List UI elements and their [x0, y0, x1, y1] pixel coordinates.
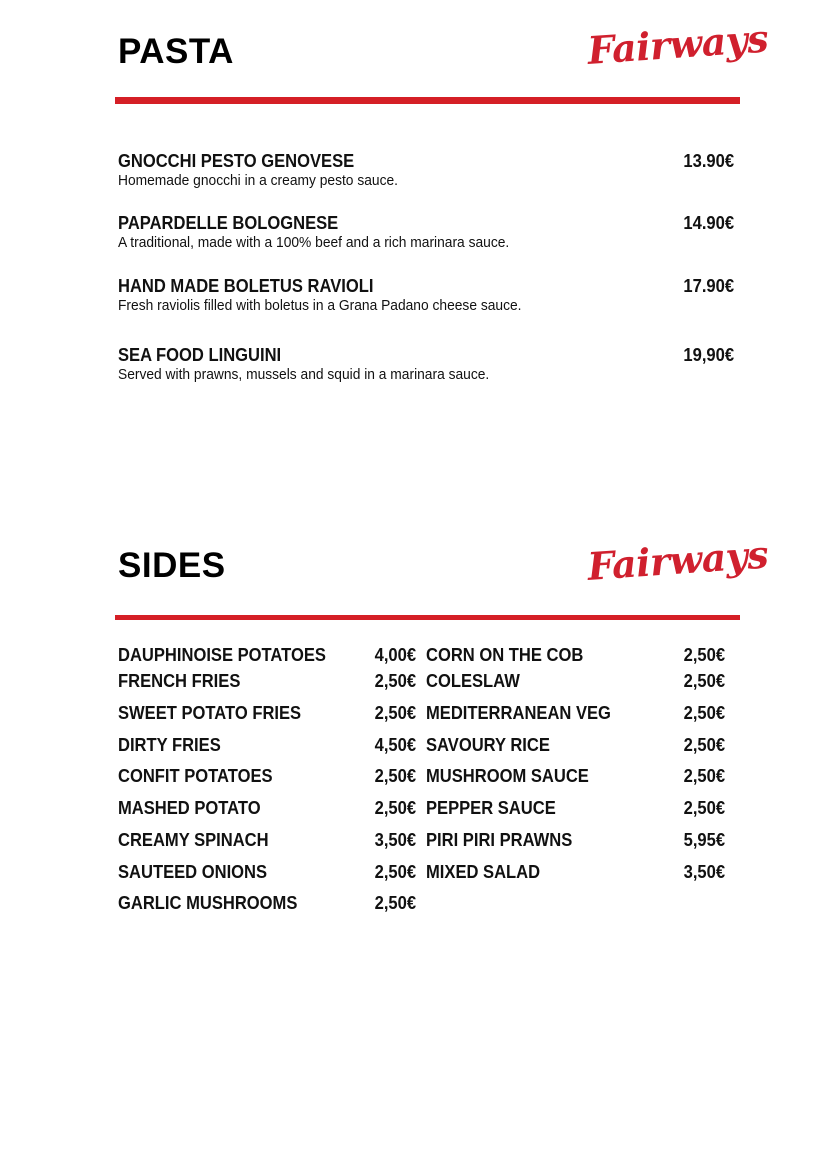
sides-title: SIDES	[118, 546, 226, 585]
side-price: 2,50€	[374, 862, 416, 882]
side-name: GARLIC MUSHROOMS	[118, 893, 298, 913]
side-name: MEDITERRANEAN VEG	[426, 703, 611, 723]
side-price: 2,50€	[683, 671, 725, 691]
dish-price: 14.90€	[683, 213, 734, 233]
side-name: MUSHROOM SAUCE	[426, 766, 589, 786]
side-price: 2,50€	[683, 645, 725, 665]
dish-description: A traditional, made with a 100% beef and a rich marinara sauce.	[118, 234, 510, 251]
dish-name: SEA FOOD LINGUINI	[118, 345, 282, 365]
side-price: 5,95€	[683, 830, 725, 850]
side-price: 2,50€	[374, 671, 416, 691]
dish-name: PAPARDELLE BOLOGNESE	[118, 213, 339, 233]
side-name: CONFIT POTATOES	[118, 766, 273, 786]
side-price: 4,00€	[374, 645, 416, 665]
fairways-logo: Fairways	[586, 531, 770, 589]
dish-price: 13.90€	[683, 151, 734, 171]
side-name: SAVOURY RICE	[426, 735, 550, 755]
side-name: DAUPHINOISE POTATOES	[118, 645, 326, 665]
dish-price: 17.90€	[683, 276, 734, 296]
side-price: 2,50€	[374, 798, 416, 818]
dish-description: Homemade gnocchi in a creamy pesto sauce.	[118, 172, 398, 189]
side-price: 2,50€	[374, 766, 416, 786]
side-price: 2,50€	[683, 766, 725, 786]
dish-description: Fresh raviolis filled with boletus in a Grana Padano cheese sauce.	[118, 297, 522, 314]
side-name: PIRI PIRI PRAWNS	[426, 830, 573, 850]
side-price: 2,50€	[683, 703, 725, 723]
side-name: COLESLAW	[426, 671, 520, 691]
side-name: MASHED POTATO	[118, 798, 261, 818]
side-name: PEPPER SAUCE	[426, 798, 556, 818]
side-name: MIXED SALAD	[426, 862, 541, 882]
side-price: 3,50€	[374, 830, 416, 850]
side-name: SAUTEED ONIONS	[118, 862, 268, 882]
dish-name: GNOCCHI PESTO GENOVESE	[118, 151, 355, 171]
side-price: 2,50€	[683, 735, 725, 755]
side-name: FRENCH FRIES	[118, 671, 241, 691]
fairways-logo: Fairways	[586, 15, 770, 73]
side-price: 4,50€	[374, 735, 416, 755]
side-price: 2,50€	[683, 798, 725, 818]
pasta-title: PASTA	[118, 32, 234, 71]
side-name: SWEET POTATO FRIES	[118, 703, 302, 723]
dish-description: Served with prawns, mussels and squid in a marinara sauce.	[118, 366, 490, 383]
side-name: CORN ON THE COB	[426, 645, 584, 665]
dish-name: HAND MADE BOLETUS RAVIOLI	[118, 276, 374, 296]
side-price: 2,50€	[374, 893, 416, 913]
side-name: DIRTY FRIES	[118, 735, 221, 755]
side-price: 3,50€	[683, 862, 725, 882]
pasta-divider	[115, 97, 740, 104]
dish-price: 19,90€	[683, 345, 734, 365]
side-price: 2,50€	[374, 703, 416, 723]
side-name: CREAMY SPINACH	[118, 830, 269, 850]
sides-divider	[115, 615, 740, 620]
